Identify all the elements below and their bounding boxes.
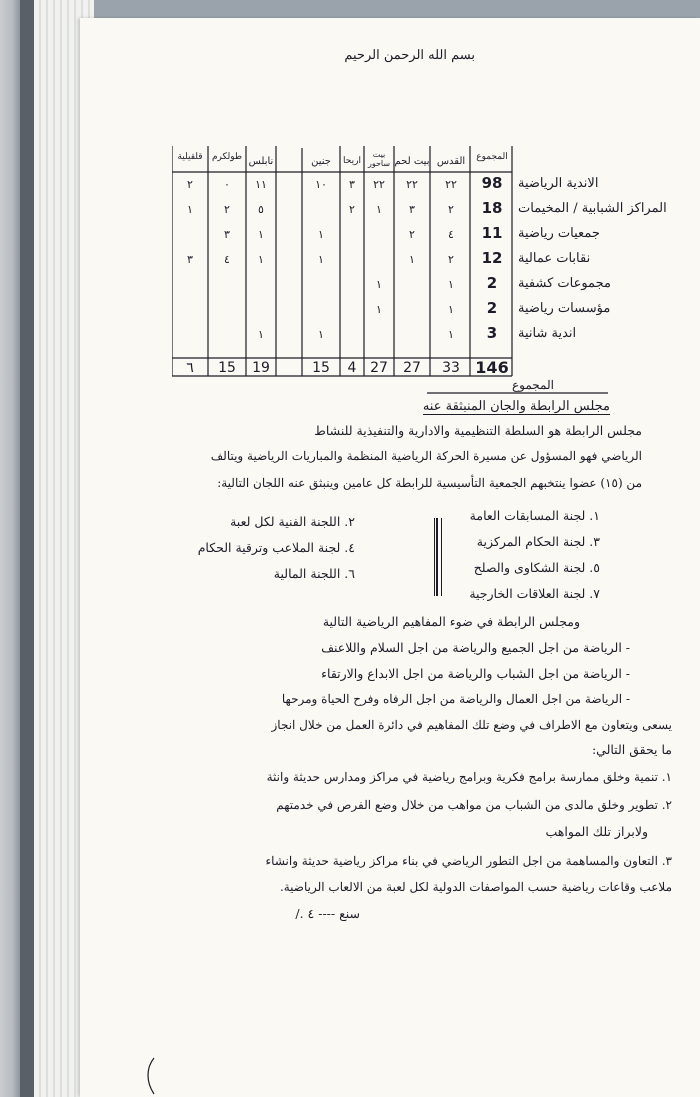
row-total: 18 — [481, 199, 503, 217]
sum-cell: 27 — [403, 360, 421, 376]
goal-item: ٣. التعاون والمساهمة من اجل التطور الرياضي في بناء مراكز رياضية حديثة وانشاء — [265, 854, 672, 868]
table-cell: ٢٢ — [445, 178, 457, 191]
table-cell: ١ — [258, 328, 264, 341]
binder-spine — [20, 0, 34, 1097]
table-cell: ٢٢ — [406, 178, 418, 191]
concepts-intro: ومجلس الرابطة في ضوء المفاهيم الرياضية التالية — [322, 614, 580, 629]
sum-cell: 15 — [312, 360, 330, 376]
sum-cell: 15 — [218, 360, 236, 376]
goal-item: ملاعب وقاعات رياضية حسب المواصفات الدولية لكل لعبة من الالعاب الرياضية. — [279, 880, 672, 894]
row-total: 2 — [486, 299, 498, 317]
sum-cell: ٦ — [186, 360, 194, 376]
table-cell: ١ — [258, 253, 264, 266]
row-label: مؤسسات رياضية — [518, 301, 611, 316]
col-header: بيت لحم — [394, 156, 430, 167]
row-label: المراكز الشبابية / المخيمات — [518, 201, 667, 216]
sum-cell: 19 — [252, 360, 270, 376]
goals-intro: ما يحقق التالي: — [591, 742, 672, 757]
committee-item: ٤. لجنة الملاعب وترقية الحكام — [197, 540, 355, 555]
committee-item: ١. لجنة المسابقات العامة — [469, 508, 600, 523]
table-cell: ٣ — [409, 203, 415, 216]
col-header: اريحا — [343, 156, 361, 166]
table-cell: ١ — [318, 228, 324, 241]
col-header: القدس — [436, 156, 466, 167]
statistics-table — [172, 146, 667, 394]
committee-item: ٥. لجنة الشكاوى والصلح — [473, 560, 600, 575]
table-cell: ٠ — [224, 178, 230, 191]
col-header: طولكرم — [211, 152, 243, 162]
col-header: بيت ساحور — [367, 150, 391, 168]
table-cell: ١ — [409, 253, 415, 266]
table-cell: ٢ — [409, 228, 415, 241]
table-cell: ٣ — [224, 228, 230, 241]
col-header: جنين — [311, 156, 331, 167]
section-heading: مجلس الرابطة والجان المنبثقة عنه — [422, 399, 610, 414]
col-header-total: المجموع — [476, 152, 508, 162]
committee-item: ٧. لجنة العلاقات الخارجية — [469, 586, 600, 601]
col-header: نابلس — [248, 156, 274, 167]
table-cell: ١٠ — [315, 178, 327, 191]
row-total: 98 — [481, 174, 503, 192]
row-label: جمعيات رياضية — [518, 226, 600, 241]
column-divider — [434, 518, 442, 596]
sum-cell: 33 — [442, 360, 460, 376]
table-cell: ١ — [318, 253, 324, 266]
sum-cell: 4 — [347, 360, 357, 376]
committee-item: ٦. اللجنة المالية — [273, 566, 355, 581]
table-cell: ٢ — [187, 178, 193, 191]
concept-item: - الرياضة من اجل العمال والرياضة من اجل الرفاه وفرح الحياة ومرحها — [281, 692, 630, 706]
grand-total: 146 — [475, 358, 509, 377]
sum-row-label: المجموع — [512, 378, 554, 392]
table-cell: ١ — [448, 303, 454, 316]
table-cell: ٤ — [448, 228, 454, 241]
row-label: مجموعات كشفية — [518, 276, 611, 291]
goal-item: ولابراز تلك المواهب — [545, 824, 648, 839]
table-cell: ١ — [448, 278, 454, 291]
document-page — [80, 18, 700, 1097]
row-total: 11 — [481, 224, 503, 242]
table-cell: ٢ — [224, 203, 230, 216]
goal-item: ٢. تطوير وخلق مالدى من الشباب من مواهب من خلال وضع الفرص في خدمتهم — [276, 798, 672, 812]
committee-item: ٣. لجنة الحكام المركزية — [476, 534, 600, 549]
sum-cell: 27 — [370, 360, 388, 376]
table-cell: ٣ — [349, 178, 355, 191]
paragraph-line: الرياضي فهو المسؤول عن مسيرة الحركة الرياضية المنظمة والمباريات الرياضية ويتالف — [210, 449, 642, 463]
col-header: قلقيلية — [177, 152, 203, 162]
concept-item: - الرياضة من اجل الجميع والرياضة من اجل السلام واللاعنف — [321, 640, 630, 655]
table-cell: ١ — [258, 228, 264, 241]
goal-item: ١. تنمية وخلق ممارسة برامج فكرية وبرامج رياضية في مراكز ومدارس حديثة وانثة — [266, 770, 672, 784]
basmala-heading: بسم الله الرحمن الرحيم — [344, 48, 475, 63]
table-cell: ٢٢ — [373, 178, 385, 191]
table-cell: ١١ — [255, 178, 267, 191]
margin-mark — [142, 1056, 162, 1096]
row-total: 12 — [481, 249, 503, 267]
row-total: 3 — [486, 324, 498, 342]
paragraph-line: من (١٥) عضوا ينتخبهم الجمعية التأسيسية للرابطة كل عامين وينبثق عنه اللجان التالية: — [217, 476, 642, 490]
row-label: اندية شانية — [518, 326, 577, 341]
table-cell: ١ — [187, 203, 193, 216]
goals-intro: يسعى ويتعاون مع الاطراف في وضع تلك المفاهيم في دائرة العمل من خلال انجاز — [271, 718, 672, 732]
row-total: 2 — [486, 274, 498, 292]
table-cell: ٣ — [187, 253, 193, 266]
concept-item: - الرياضة من اجل الشباب والرياضة من اجل الابداع والارتقاء — [321, 666, 630, 681]
paragraph-line: مجلس الرابطة هو السلطة التنظيمية والادارية والتنفيذية للنشاط — [314, 423, 642, 438]
table-cell: ١ — [448, 328, 454, 341]
table-cell: ١ — [318, 328, 324, 341]
row-label: نقابات عمالية — [518, 251, 591, 266]
table-cell: ١ — [376, 278, 382, 291]
table-cell: ٢ — [349, 203, 355, 216]
table-cell: ١ — [376, 303, 382, 316]
footnote: سنع ---- ٤ ./ — [295, 906, 360, 921]
table-cell: ٢ — [448, 203, 454, 216]
row-label: الاندية الرياضية — [518, 176, 599, 191]
table-cell: ٤ — [224, 253, 230, 266]
table-cell: ٢ — [448, 253, 454, 266]
table-cell: ١ — [376, 203, 382, 216]
binder-edge — [0, 0, 20, 1097]
table-cell: ٥ — [258, 203, 264, 216]
committee-item: ٢. اللجنة الفنية لكل لعبة — [230, 514, 355, 529]
